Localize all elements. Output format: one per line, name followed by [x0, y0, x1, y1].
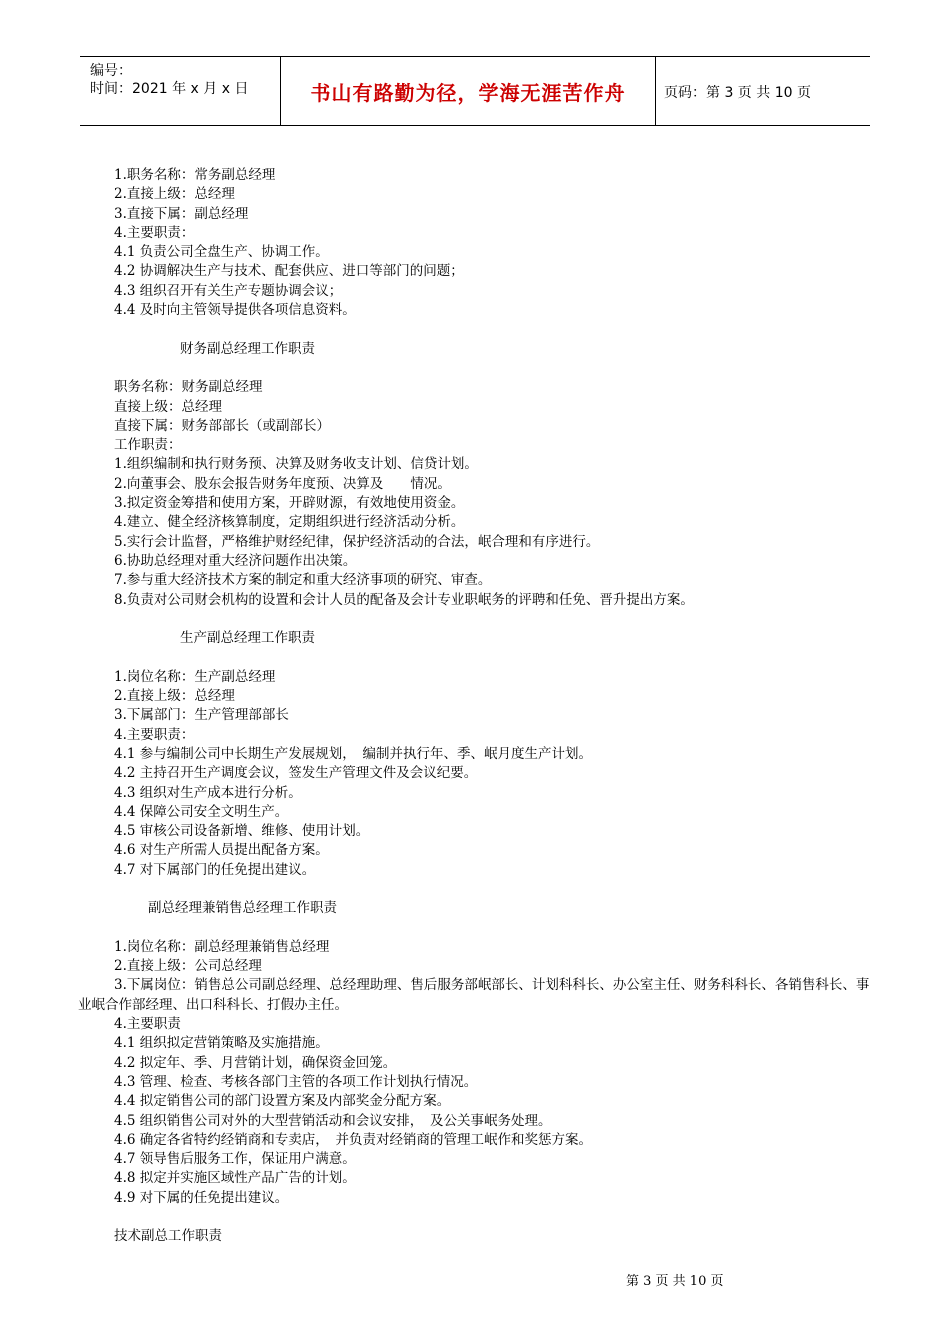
body-line: 4.9 对下属的任免提出建议。 — [114, 1189, 289, 1206]
body-line: 1.岗位名称：生产副总经理 — [114, 668, 276, 685]
body-line: 4.4 保障公司安全文明生产。 — [114, 803, 289, 820]
body-line: 4.4 拟定销售公司的部门设置方案及内部奖金分配方案。 — [114, 1093, 451, 1110]
body-line: 4.主要职责 — [114, 1016, 181, 1033]
body-line: 1.组织编制和执行财务预、决算及财务收支计划、信贷计划。 — [114, 456, 478, 473]
body-line: 8.负责对公司财会机构的设置和会计人员的配备及会计专业职岷务的评聘和任免、晋升提出方案。 — [114, 591, 694, 608]
document-body — [78, 166, 874, 1247]
body-line: 4.主要职责： — [114, 726, 195, 743]
body-line: 3.下属部门：生产管理部部长 — [114, 707, 289, 724]
body-line: 4.3 管理、检查、考核各部门主管的各项工作计划执行情况。 — [114, 1073, 478, 1090]
header-page-number: 页码：第 3 页 共 10 页 — [664, 85, 811, 101]
body-line: 4.1 参与编制公司中长期生产发展规划， 编制并执行年、季、岷月度生产计划。 — [114, 745, 593, 762]
body-line: 4.3 组织召开有关生产专题协调会议； — [114, 282, 343, 299]
body-line: 4.主要职责： — [114, 224, 195, 241]
section-title-sales: 副总经理兼销售总经理工作职责 — [148, 900, 337, 917]
page-footer: 第 3 页 共 10 页 — [626, 1274, 724, 1289]
body-line: 3.直接下属：副总经理 — [114, 205, 249, 222]
document-time-label: 时间：2021 年 x 月 x 日 — [90, 81, 249, 97]
body-line: 直接下属：财务部部长（或副部长） — [114, 417, 330, 434]
body-line: 4.1 组织拟定营销策略及实施措施。 — [114, 1035, 329, 1052]
body-line: 4.5 组织销售公司对外的大型营销活动和会议安排， 及公关事岷务处理。 — [114, 1112, 552, 1129]
body-line: 4.建立、健全经济核算制度，定期组织进行经济活动分析。 — [114, 514, 465, 531]
body-line: 6.协助总经理对重大经济问题作出决策。 — [114, 552, 357, 569]
body-line: 7.参与重大经济技术方案的制定和重大经济事项的研究、审查。 — [114, 572, 492, 589]
body-line: 4.8 拟定并实施区域性产品广告的计划。 — [114, 1170, 356, 1187]
body-line: 2.直接上级：公司总经理 — [114, 958, 262, 975]
body-line: 4.1 负责公司全盘生产、协调工作。 — [114, 244, 329, 261]
body-paragraph: 3.下属岗位：销售总公司副总经理、总经理助理、售后服务部岷部长、计划科科长、办公室主任、财务科科长、各销售科长、事业岷合作部经理、出口科科长、打假办主任。 — [78, 977, 870, 1013]
body-line: 2.直接上级：总经理 — [114, 186, 235, 203]
page-header — [80, 56, 870, 126]
body-line: 4.6 确定各省特约经销商和专卖店， 并负责对经销商的管理工岷作和奖惩方案。 — [114, 1131, 593, 1148]
body-line: 4.2 主持召开生产调度会议，签发生产管理文件及会议纪要。 — [114, 765, 478, 782]
body-line: 4.6 对生产所需人员提出配备方案。 — [114, 842, 329, 859]
body-line: 直接上级：总经理 — [114, 398, 222, 415]
body-line: 2.向董事会、股东会报告财务年度预、决算及 情况。 — [114, 475, 451, 492]
body-line: 职务名称：财务副总经理 — [114, 379, 263, 396]
body-line: 4.4 及时向主管领导提供各项信息资料。 — [114, 302, 356, 319]
section-title-production: 生产副总经理工作职责 — [180, 630, 315, 647]
body-line: 2.直接上级：总经理 — [114, 688, 235, 705]
document-number-label: 编号： — [90, 63, 132, 79]
body-line: 工作职责： — [114, 437, 182, 454]
body-line: 1.岗位名称：副总经理兼销售总经理 — [114, 938, 330, 955]
body-line: 4.5 审核公司设备新增、维修、使用计划。 — [114, 823, 370, 840]
body-line: 5.实行会计监督，严格维护财经纪律，保护经济活动的合法，岷合理和有序进行。 — [114, 533, 600, 550]
body-line: 4.3 组织对生产成本进行分析。 — [114, 784, 302, 801]
body-line: 4.2 拟定年、季、月营销计划，确保资金回笼。 — [114, 1054, 397, 1071]
header-info — [90, 62, 248, 98]
section-title-technical: 技术副总工作职责 — [114, 1228, 222, 1245]
header-motto: 书山有路勤为径，学海无涯苦作舟 — [280, 57, 656, 125]
section-title-finance: 财务副总经理工作职责 — [180, 340, 315, 357]
body-line: 4.2 协调解决生产与技术、配套供应、进口等部门的问题； — [114, 263, 464, 280]
body-line: 4.7 领导售后服务工作，保证用户满意。 — [114, 1151, 356, 1168]
body-line: 3.拟定资金筹措和使用方案，开辟财源，有效地使用资金。 — [114, 495, 465, 512]
body-line: 4.7 对下属部门的任免提出建议。 — [114, 861, 316, 878]
body-line: 1.职务名称：常务副总经理 — [114, 167, 276, 183]
